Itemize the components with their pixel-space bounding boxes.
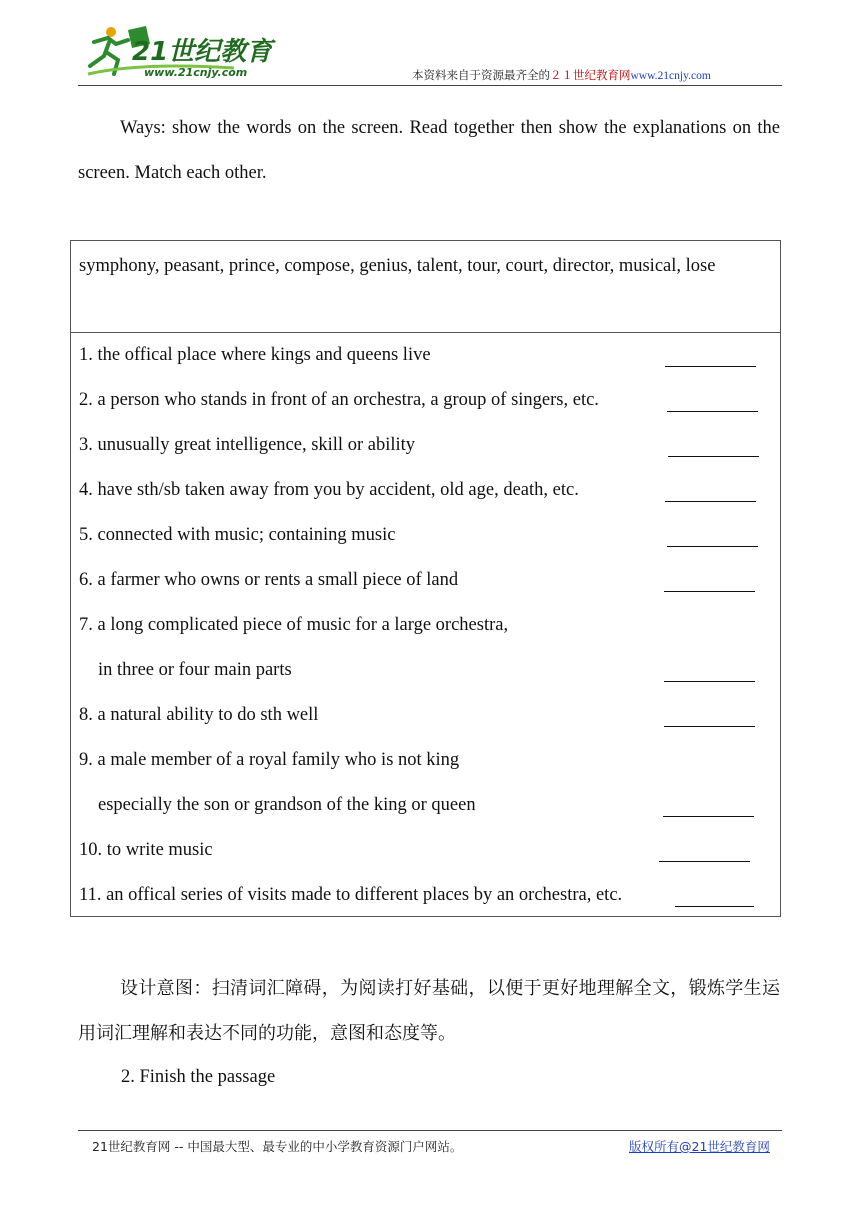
header-divider xyxy=(78,85,782,86)
word-bank-cell xyxy=(71,241,780,333)
definition-item-10: 10. to write music xyxy=(79,840,213,860)
answer-blank-2[interactable] xyxy=(667,411,758,412)
answer-blank-1[interactable] xyxy=(665,366,756,367)
footer-site-description: 21世纪教育网 -- 中国最大型、最专业的中小学教育资源门户网站。 xyxy=(92,1139,463,1154)
logo-url: www.21cnjy.com xyxy=(144,66,248,79)
definition-item-2: 2. a person who stands in front of an orchestra, a group of singers, etc. xyxy=(79,390,599,410)
definition-item-7: 7. a long complicated piece of music for a large orchestra, xyxy=(79,615,509,635)
header-note-url[interactable]: www.21cnjy.com xyxy=(630,70,711,82)
vocabulary-table xyxy=(70,240,781,917)
section-2-heading: 2. Finish the passage xyxy=(121,1067,276,1087)
definition-item-8: 8. a natural ability to do sth well xyxy=(79,705,319,725)
header-note-site[interactable]: ２１世纪教育网 xyxy=(550,70,631,82)
answer-blank-11[interactable] xyxy=(675,906,754,907)
header-source-note xyxy=(412,67,711,83)
header-note-prefix: 本资料来自于资源最齐全的 xyxy=(412,70,550,82)
definition-item-4: 4. have sth/sb taken away from you by accident, old age, death, etc. xyxy=(79,480,579,500)
logo-text: 21世纪教育 xyxy=(132,37,273,67)
site-logo xyxy=(84,22,284,82)
answer-blank-5[interactable] xyxy=(667,546,758,547)
footer-divider xyxy=(78,1130,782,1131)
definition-item-9: 9. a male member of a royal family who is not king xyxy=(79,750,460,770)
definition-item-9-continued: especially the son or grandson of the king or queen xyxy=(98,795,476,815)
answer-blank-9[interactable] xyxy=(663,816,754,817)
word-bank-text: symphony, peasant, prince, compose, genius, talent, tour, court, director, musical, lose xyxy=(79,256,716,276)
definition-item-11: 11. an offical series of visits made to different places by an orchestra, etc. xyxy=(79,885,623,905)
answer-blank-6[interactable] xyxy=(664,591,755,592)
intro-paragraph: Ways: show the words on the screen. Read together then show the explanations on the screen. Match each other. xyxy=(78,118,780,183)
definition-item-5: 5. connected with music; containing music xyxy=(79,525,396,545)
definition-item-3: 3. unusually great intelligence, skill or ability xyxy=(79,435,416,455)
answer-blank-7[interactable] xyxy=(664,681,755,682)
answer-blank-8[interactable] xyxy=(664,726,755,727)
definition-item-7-continued: in three or four main parts xyxy=(98,660,292,680)
answer-blank-4[interactable] xyxy=(665,501,756,502)
answer-blank-10[interactable] xyxy=(659,861,750,862)
footer-copyright-link[interactable]: 版权所有@21世纪教育网 xyxy=(629,1139,770,1154)
design-intent-paragraph: 设计意图：扫清词汇障碍，为阅读打好基础，以便于更好地理解全文，锻炼学生运用词汇理解和表达不同的功能，意图和态度等。 xyxy=(78,978,780,1044)
definition-item-1: 1. the offical place where kings and queens live xyxy=(79,345,431,365)
answer-blank-3[interactable] xyxy=(668,456,759,457)
definition-item-6: 6. a farmer who owns or rents a small piece of land xyxy=(79,570,459,590)
